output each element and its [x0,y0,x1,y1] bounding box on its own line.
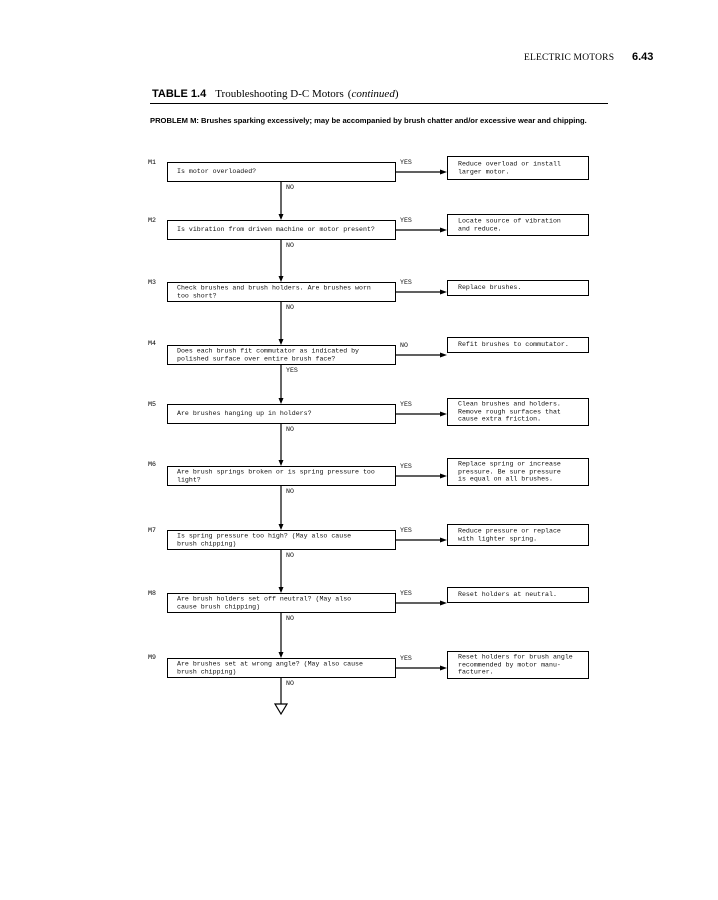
action-text: Reset holders at neutral. [458,591,557,599]
action-text: Refit brushes to commutator. [458,341,569,349]
step-id: M8 [148,590,156,597]
question-text: Are brushes set at wrong angle? (May also cause brush chipping) [177,660,363,675]
step-id: M9 [148,654,156,661]
step-id: M4 [148,340,156,347]
next-label: NO [286,426,294,433]
problem-statement: PROBLEM M: Brushes sparking excessively; may be accompanied by brush chatter and/or excessive wear and chipping. [150,116,587,125]
question-text: Is spring pressure too high? (May also cause brush chipping) [177,532,352,547]
branch-arrowhead [440,538,447,543]
down-arrowhead [279,214,284,220]
step-id: M3 [148,279,156,286]
branch-arrowhead [440,290,447,295]
step-id: M6 [148,461,156,468]
action-text: Clean brushes and holders. Remove rough surfaces that cause extra friction. [458,400,561,423]
down-arrowhead [279,587,284,593]
branch-arrowhead [440,228,447,233]
branch-label: YES [400,463,412,470]
branch-arrowhead [440,412,447,417]
branch-arrowhead [440,170,447,175]
next-label: YES [286,367,298,374]
action-text: Reduce overload or install larger motor. [458,160,561,175]
branch-arrowhead [440,353,447,358]
next-label: NO [286,304,294,311]
table-paren-open: ( [347,88,352,100]
question-text: Does each brush fit commutator as indicated by polished surface over entire brush face? [177,347,360,362]
branch-arrowhead [440,474,447,479]
branch-label: YES [400,217,412,224]
branch-arrowhead [440,666,447,671]
question-text: Is vibration from driven machine or motor present? [177,226,375,234]
table-label: TABLE 1.4 [152,88,207,100]
down-arrowhead [279,398,284,404]
step-id: M1 [148,159,156,166]
branch-label: YES [400,590,412,597]
down-arrowhead [279,276,284,282]
down-arrowhead [279,339,284,345]
step-id: M2 [148,217,156,224]
next-label: NO [286,552,294,559]
next-label: NO [286,488,294,495]
branch-label: YES [400,159,412,166]
next-label: NO [286,680,294,687]
question-text: Are brushes hanging up in holders? [177,410,312,418]
branch-arrowhead [440,601,447,606]
step-id: M5 [148,401,156,408]
table-paren-close: ) [394,88,399,100]
branch-label: YES [400,527,412,534]
action-text: Reduce pressure or replace with lighter spring. [458,527,561,542]
terminal-triangle [275,704,287,714]
question-text: Is motor overloaded? [177,168,257,176]
table-title-text: Troubleshooting D-C Motors [215,88,344,100]
down-arrowhead [279,524,284,530]
branch-label: YES [400,655,412,662]
question-text: Are brush springs broken or is spring pressure too light? [177,468,375,483]
branch-label: YES [400,279,412,286]
down-arrowhead [279,460,284,466]
page-number: 6.43 [632,51,654,63]
down-arrowhead [279,652,284,658]
next-label: NO [286,615,294,622]
question-text: Check brushes and brush holders. Are brushes worn too short? [177,284,371,299]
action-text: Locate source of vibration and reduce. [458,217,561,232]
branch-label: NO [400,342,408,349]
action-text: Reset holders for brush angle recommended by motor manu- facturer. [458,653,573,676]
next-label: NO [286,242,294,249]
table-continued: continued [351,88,395,100]
question-text: Are brush holders set off neutral? (May also cause brush chipping) [177,595,352,610]
next-label: NO [286,184,294,191]
action-text: Replace brushes. [458,284,522,292]
running-header-section: ELECTRIC MOTORS [524,53,615,63]
step-id: M7 [148,527,156,534]
action-text: Replace spring or increase pressure. Be sure pressure is equal on all brushes. [458,460,561,483]
branch-label: YES [400,401,412,408]
